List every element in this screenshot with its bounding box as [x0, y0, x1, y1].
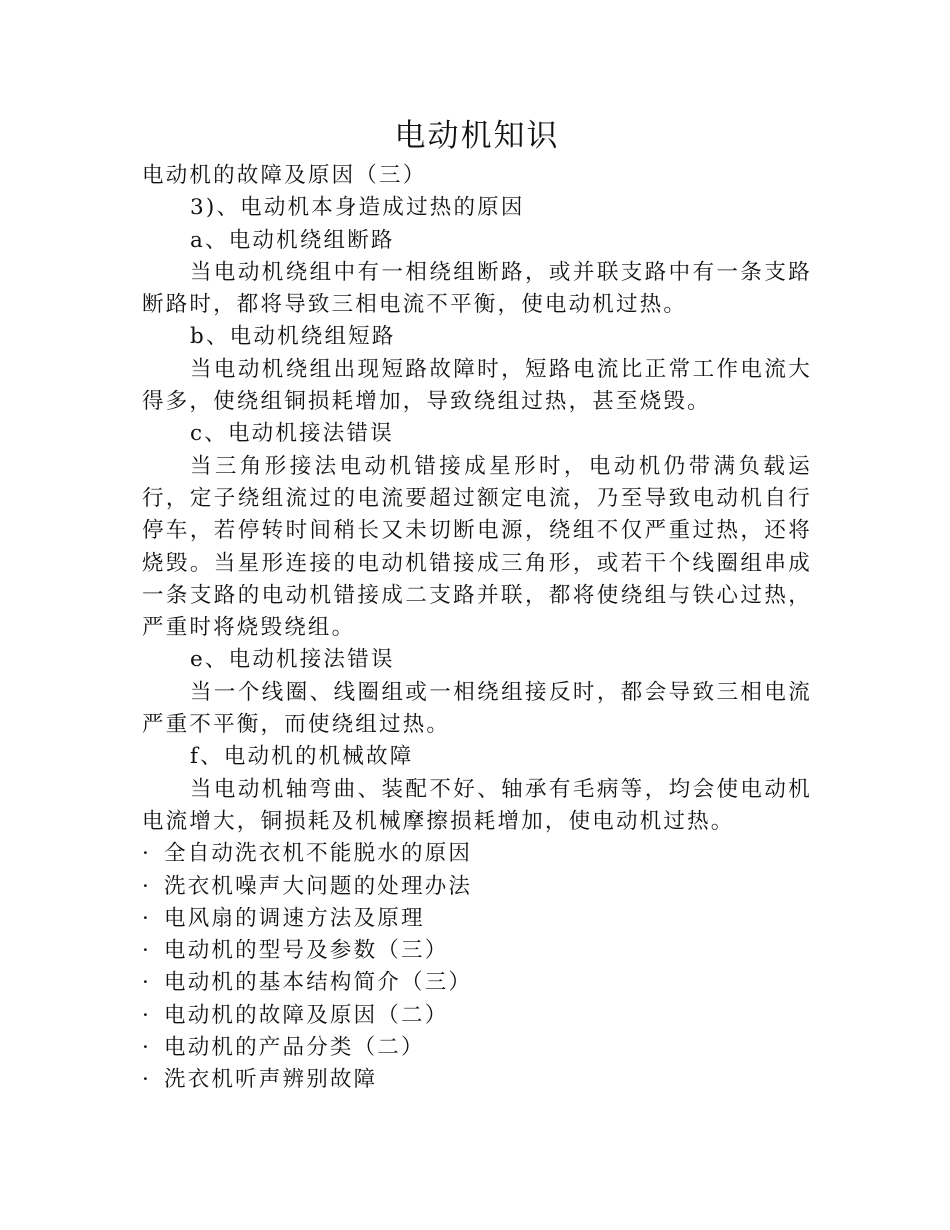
related-link[interactable] — [142, 903, 812, 935]
bullet-dot: · — [142, 1035, 152, 1061]
related-link[interactable] — [142, 871, 812, 903]
related-link-text[interactable]: 电风扇的调速方法及原理 — [164, 905, 425, 931]
bullet-dot: · — [142, 1067, 152, 1093]
related-link-text[interactable]: 电动机的产品分类（二） — [164, 1035, 425, 1061]
paragraph-b: 当电动机绕组出现短路故障时，短路电流比正常工作电流大得多，使绕组铜损耗增加，导致绕组过热，甚至烧毁。 — [142, 356, 812, 415]
paragraph-a: 当电动机绕组中有一相绕组断路，或并联支路中有一条支路断路时，都将导致三相电流不平衡，使电动机过热。 — [142, 259, 812, 318]
sub-heading-e: e、电动机接法错误 — [190, 647, 395, 673]
bullet-dot: · — [142, 841, 152, 867]
related-link-text[interactable]: 全自动洗衣机不能脱水的原因 — [164, 841, 473, 867]
related-link-text[interactable]: 洗衣机听声辨别故障 — [164, 1067, 378, 1093]
sub-heading-a: a、电动机绕组断路 — [190, 227, 395, 253]
bullet-dot: · — [142, 970, 152, 996]
related-link[interactable] — [142, 1032, 812, 1064]
sub-heading-f: f、电动机的机械故障 — [190, 744, 414, 770]
article-subtitle: 电动机的故障及原因（三） — [142, 163, 427, 188]
sub-heading-b: b、电动机绕组短路 — [190, 324, 396, 350]
paragraph-e: 当一个线圈、线圈组或一相绕组接反时，都会导致三相电流严重不平衡，而使绕组过热。 — [142, 679, 812, 738]
related-link[interactable] — [142, 838, 812, 870]
bullet-dot: · — [142, 938, 152, 964]
related-link[interactable] — [142, 967, 812, 999]
paragraph-c: 当三角形接法电动机错接成星形时，电动机仍带满负载运行，定子绕组流过的电流要超过额定电流，乃至导致电动机自行停车，若停转时间稍长又未切断电源，绕组不仅严重过热，还将烧毁。当星形连接的电动机错接成三角形，或若干个线圈组串成一条支路的电动机错接成二支路并联，都将使绕组与铁心过热，严重时将烧毁绕组。 — [142, 453, 812, 641]
sub-heading-c: c、电动机接法错误 — [190, 421, 394, 447]
related-link[interactable] — [142, 935, 812, 967]
related-link[interactable] — [142, 1064, 812, 1096]
page-title: 电动机知识 — [394, 118, 560, 154]
bullet-dot: · — [142, 905, 152, 931]
section-heading: 3)、电动机本身造成过热的原因 — [190, 195, 525, 221]
related-link-text[interactable]: 电动机的型号及参数（三） — [164, 938, 449, 964]
related-links-list — [142, 838, 812, 1096]
related-link-text[interactable]: 电动机的故障及原因（二） — [164, 1002, 449, 1028]
related-link-text[interactable]: 电动机的基本结构简介（三） — [164, 970, 473, 996]
bullet-dot: · — [142, 873, 152, 899]
related-link-text[interactable]: 洗衣机噪声大问题的处理办法 — [164, 873, 473, 899]
paragraph-f: 当电动机轴弯曲、装配不好、轴承有毛病等，均会使电动机电流增大，铜损耗及机械摩擦损耗增加，使电动机过热。 — [142, 776, 812, 834]
bullet-dot: · — [142, 1002, 152, 1028]
document-page — [142, 112, 812, 1097]
related-link[interactable] — [142, 1000, 812, 1032]
